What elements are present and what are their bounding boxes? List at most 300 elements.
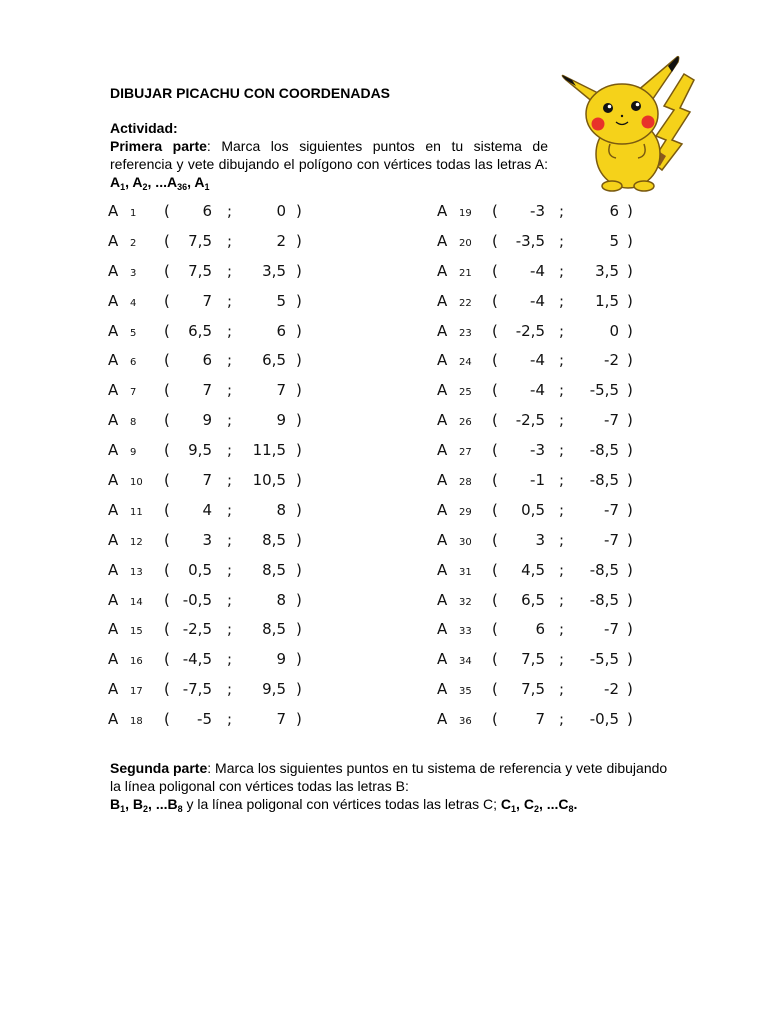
point-x: 7 bbox=[202, 471, 212, 490]
close-paren: ) bbox=[627, 560, 633, 579]
point-letter: A bbox=[108, 351, 119, 370]
close-paren: ) bbox=[296, 620, 302, 639]
point-index: 20 bbox=[459, 237, 472, 249]
separator: ; bbox=[227, 680, 233, 699]
point-letter: A bbox=[437, 351, 448, 370]
close-paren: ) bbox=[627, 261, 633, 280]
open-paren: ( bbox=[492, 680, 498, 699]
separator: ; bbox=[559, 590, 565, 609]
close-paren: ) bbox=[627, 620, 633, 639]
point-index: 28 bbox=[459, 477, 472, 489]
point-index: 26 bbox=[459, 417, 472, 429]
point-index: 9 bbox=[130, 447, 137, 459]
open-paren: ( bbox=[492, 530, 498, 549]
point-letter: A bbox=[437, 620, 448, 639]
separator: ; bbox=[227, 620, 233, 639]
close-paren: ) bbox=[627, 471, 633, 490]
point-index: 17 bbox=[130, 686, 143, 698]
point-y: 7 bbox=[276, 381, 286, 400]
point-index: 3 bbox=[130, 267, 137, 279]
point-row bbox=[108, 644, 338, 674]
point-y: 9 bbox=[276, 650, 286, 669]
point-row bbox=[437, 405, 667, 435]
open-paren: ( bbox=[492, 441, 498, 460]
point-x: 3 bbox=[535, 530, 545, 549]
close-paren: ) bbox=[296, 560, 302, 579]
point-letter: A bbox=[437, 710, 448, 729]
point-x: 4 bbox=[202, 500, 212, 519]
separator: ; bbox=[227, 321, 233, 340]
open-paren: ( bbox=[164, 351, 170, 370]
point-row bbox=[437, 644, 667, 674]
point-index: 8 bbox=[130, 417, 137, 429]
open-paren: ( bbox=[164, 202, 170, 220]
point-y: -8,5 bbox=[589, 441, 619, 460]
part2-b-seq: $B_1$, $B_2$, $...B_8$ bbox=[110, 796, 183, 814]
close-paren: ) bbox=[296, 650, 302, 669]
point-x: -3 bbox=[530, 441, 545, 460]
separator: ; bbox=[227, 231, 233, 250]
open-paren: ( bbox=[164, 710, 170, 729]
point-row bbox=[108, 226, 338, 256]
open-paren: ( bbox=[492, 291, 498, 310]
point-letter: A bbox=[108, 291, 119, 310]
point-x: 3 bbox=[202, 530, 212, 549]
open-paren: ( bbox=[164, 411, 170, 430]
point-row bbox=[437, 316, 667, 346]
part2-label: Segunda parte bbox=[110, 760, 208, 776]
close-paren: ) bbox=[627, 441, 633, 460]
open-paren: ( bbox=[164, 650, 170, 669]
point-x: -4 bbox=[530, 261, 545, 280]
close-paren: ) bbox=[296, 321, 302, 340]
open-paren: ( bbox=[492, 620, 498, 639]
point-letter: A bbox=[108, 261, 119, 280]
point-x: 7,5 bbox=[188, 261, 212, 280]
open-paren: ( bbox=[164, 381, 170, 400]
point-letter: A bbox=[437, 471, 448, 490]
point-x: -2,5 bbox=[182, 620, 212, 639]
close-paren: ) bbox=[627, 710, 633, 729]
point-y: -7 bbox=[604, 530, 619, 549]
point-y: 11,5 bbox=[252, 441, 286, 460]
point-row bbox=[437, 614, 667, 644]
separator: ; bbox=[227, 530, 233, 549]
point-letter: A bbox=[437, 441, 448, 460]
point-x: -7,5 bbox=[182, 680, 212, 699]
close-paren: ) bbox=[296, 590, 302, 609]
point-y: 0 bbox=[609, 321, 619, 340]
point-y: 8,5 bbox=[262, 530, 286, 549]
part2-mid-text: y la línea poligonal con vértices todas las letras C; bbox=[182, 796, 501, 812]
point-y: 3,5 bbox=[595, 261, 619, 280]
point-y: 0 bbox=[276, 202, 286, 220]
close-paren: ) bbox=[627, 590, 633, 609]
point-y: -7 bbox=[604, 500, 619, 519]
point-y: -2 bbox=[604, 351, 619, 370]
open-paren: ( bbox=[492, 560, 498, 579]
point-row bbox=[108, 555, 338, 585]
point-index: 18 bbox=[130, 716, 143, 728]
separator: ; bbox=[227, 291, 233, 310]
separator: ; bbox=[227, 650, 233, 669]
point-row bbox=[108, 525, 338, 555]
separator: ; bbox=[227, 500, 233, 519]
point-row bbox=[108, 614, 338, 644]
point-y: 9,5 bbox=[262, 680, 286, 699]
point-row bbox=[437, 495, 667, 525]
open-paren: ( bbox=[164, 261, 170, 280]
point-x: -5 bbox=[197, 710, 212, 729]
point-y: 10,5 bbox=[252, 471, 286, 490]
open-paren: ( bbox=[164, 620, 170, 639]
point-letter: A bbox=[437, 321, 448, 340]
point-y: 8,5 bbox=[262, 620, 286, 639]
point-row bbox=[437, 674, 667, 704]
point-x: -3,5 bbox=[515, 231, 545, 250]
close-paren: ) bbox=[627, 231, 633, 250]
close-paren: ) bbox=[296, 381, 302, 400]
point-y: -5,5 bbox=[589, 381, 619, 400]
close-paren: ) bbox=[627, 530, 633, 549]
point-row bbox=[108, 196, 338, 226]
point-x: 7 bbox=[202, 291, 212, 310]
point-y: 6,5 bbox=[262, 351, 286, 370]
close-paren: ) bbox=[296, 471, 302, 490]
point-letter: A bbox=[108, 590, 119, 609]
open-paren: ( bbox=[492, 261, 498, 280]
points-column-right bbox=[437, 196, 667, 734]
point-y: -0,5 bbox=[589, 710, 619, 729]
open-paren: ( bbox=[492, 351, 498, 370]
point-y: -8,5 bbox=[589, 471, 619, 490]
point-x: 7 bbox=[202, 381, 212, 400]
open-paren: ( bbox=[492, 321, 498, 340]
open-paren: ( bbox=[164, 291, 170, 310]
point-y: -5,5 bbox=[589, 650, 619, 669]
point-letter: A bbox=[108, 680, 119, 699]
separator: ; bbox=[559, 680, 565, 699]
open-paren: ( bbox=[164, 441, 170, 460]
point-row bbox=[437, 375, 667, 405]
separator: ; bbox=[559, 441, 565, 460]
point-x: 6 bbox=[202, 351, 212, 370]
separator: ; bbox=[227, 471, 233, 490]
separator: ; bbox=[559, 261, 565, 280]
close-paren: ) bbox=[627, 291, 633, 310]
open-paren: ( bbox=[492, 710, 498, 729]
point-y: 2 bbox=[276, 231, 286, 250]
point-letter: A bbox=[437, 590, 448, 609]
point-y: 6 bbox=[609, 202, 619, 220]
part1-paragraph bbox=[110, 137, 548, 193]
point-index: 31 bbox=[459, 566, 472, 578]
open-paren: ( bbox=[492, 202, 498, 220]
point-index: 7 bbox=[130, 387, 137, 399]
point-letter: A bbox=[437, 530, 448, 549]
close-paren: ) bbox=[627, 202, 633, 220]
point-x: 7,5 bbox=[521, 680, 545, 699]
open-paren: ( bbox=[164, 680, 170, 699]
point-x: 6 bbox=[202, 202, 212, 220]
point-y: 6 bbox=[276, 321, 286, 340]
separator: ; bbox=[559, 650, 565, 669]
separator: ; bbox=[559, 381, 565, 400]
close-paren: ) bbox=[296, 291, 302, 310]
point-index: 13 bbox=[130, 566, 143, 578]
point-index: 15 bbox=[130, 626, 143, 638]
point-row bbox=[437, 435, 667, 465]
point-x: 7,5 bbox=[188, 231, 212, 250]
point-x: 6,5 bbox=[521, 590, 545, 609]
close-paren: ) bbox=[627, 650, 633, 669]
separator: ; bbox=[227, 560, 233, 579]
separator: ; bbox=[559, 202, 565, 220]
point-letter: A bbox=[437, 411, 448, 430]
point-index: 34 bbox=[459, 656, 472, 668]
point-x: -3 bbox=[530, 202, 545, 220]
close-paren: ) bbox=[296, 261, 302, 280]
page-title: DIBUJAR PICACHU CON COORDENADAS bbox=[110, 85, 391, 101]
point-x: 0,5 bbox=[521, 500, 545, 519]
point-index: 32 bbox=[459, 596, 472, 608]
point-y: 1,5 bbox=[595, 291, 619, 310]
point-index: 4 bbox=[130, 297, 137, 309]
open-paren: ( bbox=[164, 471, 170, 490]
point-letter: A bbox=[437, 381, 448, 400]
point-index: 29 bbox=[459, 506, 472, 518]
point-row bbox=[108, 286, 338, 316]
close-paren: ) bbox=[296, 500, 302, 519]
close-paren: ) bbox=[627, 381, 633, 400]
point-index: 22 bbox=[459, 297, 472, 309]
close-paren: ) bbox=[296, 351, 302, 370]
separator: ; bbox=[559, 351, 565, 370]
part1-label: Primera parte bbox=[110, 138, 207, 154]
point-y: 8 bbox=[276, 500, 286, 519]
close-paren: ) bbox=[627, 680, 633, 699]
point-row bbox=[437, 196, 667, 226]
point-index: 21 bbox=[459, 267, 472, 279]
close-paren: ) bbox=[296, 202, 302, 220]
point-x: -4,5 bbox=[182, 650, 212, 669]
point-index: 1 bbox=[130, 208, 137, 219]
separator: ; bbox=[559, 411, 565, 430]
open-paren: ( bbox=[492, 500, 498, 519]
point-index: 14 bbox=[130, 596, 143, 608]
point-index: 19 bbox=[459, 208, 472, 219]
point-row bbox=[437, 555, 667, 585]
point-letter: A bbox=[108, 231, 119, 250]
point-letter: A bbox=[108, 500, 119, 519]
point-index: 6 bbox=[130, 357, 137, 369]
point-letter: A bbox=[108, 381, 119, 400]
point-x: 9,5 bbox=[188, 441, 212, 460]
activity-label: Actividad: bbox=[110, 120, 178, 136]
point-index: 5 bbox=[130, 327, 137, 339]
close-paren: ) bbox=[296, 231, 302, 250]
open-paren: ( bbox=[164, 231, 170, 250]
pikachu-illustration bbox=[556, 44, 696, 194]
point-row bbox=[108, 316, 338, 346]
point-letter: A bbox=[437, 500, 448, 519]
point-y: -8,5 bbox=[589, 590, 619, 609]
part1-seq: $A_1$, $A_2$, $...A_{36}$, $A_1$ bbox=[110, 174, 210, 192]
point-x: 0,5 bbox=[188, 560, 212, 579]
point-letter: A bbox=[108, 530, 119, 549]
point-y: -7 bbox=[604, 620, 619, 639]
point-row bbox=[437, 585, 667, 615]
open-paren: ( bbox=[164, 500, 170, 519]
separator: ; bbox=[559, 291, 565, 310]
separator: ; bbox=[227, 381, 233, 400]
open-paren: ( bbox=[492, 590, 498, 609]
separator: ; bbox=[559, 620, 565, 639]
separator: ; bbox=[227, 202, 233, 220]
point-row bbox=[108, 405, 338, 435]
part2-c-seq: $C_1$, $C_2$, $...C_8$. bbox=[500, 796, 578, 814]
point-y: 7 bbox=[276, 710, 286, 729]
point-letter: A bbox=[108, 471, 119, 490]
point-index: 24 bbox=[459, 357, 472, 369]
point-row bbox=[108, 256, 338, 286]
point-row bbox=[437, 525, 667, 555]
point-x: 7,5 bbox=[521, 650, 545, 669]
open-paren: ( bbox=[164, 590, 170, 609]
point-row bbox=[108, 704, 338, 734]
point-row bbox=[437, 286, 667, 316]
separator: ; bbox=[227, 411, 233, 430]
open-paren: ( bbox=[492, 650, 498, 669]
point-row bbox=[437, 345, 667, 375]
point-index: 30 bbox=[459, 536, 472, 548]
point-x: -2,5 bbox=[515, 321, 545, 340]
separator: ; bbox=[227, 710, 233, 729]
point-y: -8,5 bbox=[589, 560, 619, 579]
point-x: 9 bbox=[202, 411, 212, 430]
separator: ; bbox=[559, 530, 565, 549]
open-paren: ( bbox=[492, 411, 498, 430]
point-index: 10 bbox=[130, 477, 143, 489]
close-paren: ) bbox=[627, 351, 633, 370]
point-row bbox=[108, 345, 338, 375]
separator: ; bbox=[559, 471, 565, 490]
point-x: -4 bbox=[530, 381, 545, 400]
point-index: 23 bbox=[459, 327, 472, 339]
close-paren: ) bbox=[296, 411, 302, 430]
point-letter: A bbox=[437, 261, 448, 280]
point-row bbox=[437, 465, 667, 495]
point-row bbox=[108, 375, 338, 405]
close-paren: ) bbox=[627, 500, 633, 519]
point-x: -4 bbox=[530, 351, 545, 370]
point-letter: A bbox=[437, 680, 448, 699]
open-paren: ( bbox=[164, 321, 170, 340]
points-column-left bbox=[108, 196, 338, 734]
point-y: -2 bbox=[604, 680, 619, 699]
open-paren: ( bbox=[164, 560, 170, 579]
point-row bbox=[108, 585, 338, 615]
point-letter: A bbox=[108, 411, 119, 430]
open-paren: ( bbox=[492, 471, 498, 490]
separator: ; bbox=[227, 351, 233, 370]
point-x: -1 bbox=[530, 471, 545, 490]
separator: ; bbox=[559, 231, 565, 250]
point-x: 7 bbox=[535, 710, 545, 729]
close-paren: ) bbox=[296, 530, 302, 549]
point-y: 8 bbox=[276, 590, 286, 609]
point-index: 27 bbox=[459, 447, 472, 459]
point-letter: A bbox=[437, 231, 448, 250]
separator: ; bbox=[227, 590, 233, 609]
point-index: 16 bbox=[130, 656, 143, 668]
close-paren: ) bbox=[627, 321, 633, 340]
point-row bbox=[437, 256, 667, 286]
point-x: 4,5 bbox=[521, 560, 545, 579]
point-y: 8,5 bbox=[262, 560, 286, 579]
part2-paragraph bbox=[110, 759, 670, 815]
close-paren: ) bbox=[627, 411, 633, 430]
point-index: 11 bbox=[130, 506, 143, 518]
point-row bbox=[437, 226, 667, 256]
point-letter: A bbox=[437, 202, 448, 220]
point-index: 35 bbox=[459, 686, 472, 698]
point-x: 6,5 bbox=[188, 321, 212, 340]
point-letter: A bbox=[108, 650, 119, 669]
point-letter: A bbox=[437, 650, 448, 669]
separator: ; bbox=[559, 321, 565, 340]
point-y: 5 bbox=[276, 291, 286, 310]
point-row bbox=[437, 704, 667, 734]
open-paren: ( bbox=[164, 530, 170, 549]
point-index: 33 bbox=[459, 626, 472, 638]
separator: ; bbox=[559, 560, 565, 579]
point-letter: A bbox=[108, 560, 119, 579]
point-letter: A bbox=[108, 321, 119, 340]
separator: ; bbox=[227, 261, 233, 280]
close-paren: ) bbox=[296, 710, 302, 729]
point-index: 25 bbox=[459, 387, 472, 399]
point-y: 5 bbox=[609, 231, 619, 250]
point-y: 9 bbox=[276, 411, 286, 430]
point-x: -2,5 bbox=[515, 411, 545, 430]
point-x: -0,5 bbox=[182, 590, 212, 609]
point-row bbox=[108, 465, 338, 495]
point-x: 6 bbox=[535, 620, 545, 639]
activity-intro bbox=[110, 119, 548, 193]
point-letter: A bbox=[108, 441, 119, 460]
close-paren: ) bbox=[296, 441, 302, 460]
separator: ; bbox=[559, 500, 565, 519]
point-letter: A bbox=[108, 620, 119, 639]
point-letter: A bbox=[108, 202, 119, 220]
point-x: -4 bbox=[530, 291, 545, 310]
point-row bbox=[108, 495, 338, 525]
separator: ; bbox=[227, 441, 233, 460]
point-letter: A bbox=[437, 291, 448, 310]
point-y: -7 bbox=[604, 411, 619, 430]
point-index: 2 bbox=[130, 237, 137, 249]
open-paren: ( bbox=[492, 231, 498, 250]
point-y: 3,5 bbox=[262, 261, 286, 280]
separator: ; bbox=[559, 710, 565, 729]
part2-text: : Marca los siguientes puntos en tu sistema de referencia y vete dibujando la línea poligonal con vértices todas las letras B: bbox=[110, 760, 668, 794]
point-row bbox=[108, 435, 338, 465]
point-row bbox=[108, 674, 338, 704]
point-index: 36 bbox=[459, 716, 472, 728]
point-letter: A bbox=[108, 710, 119, 729]
open-paren: ( bbox=[492, 381, 498, 400]
